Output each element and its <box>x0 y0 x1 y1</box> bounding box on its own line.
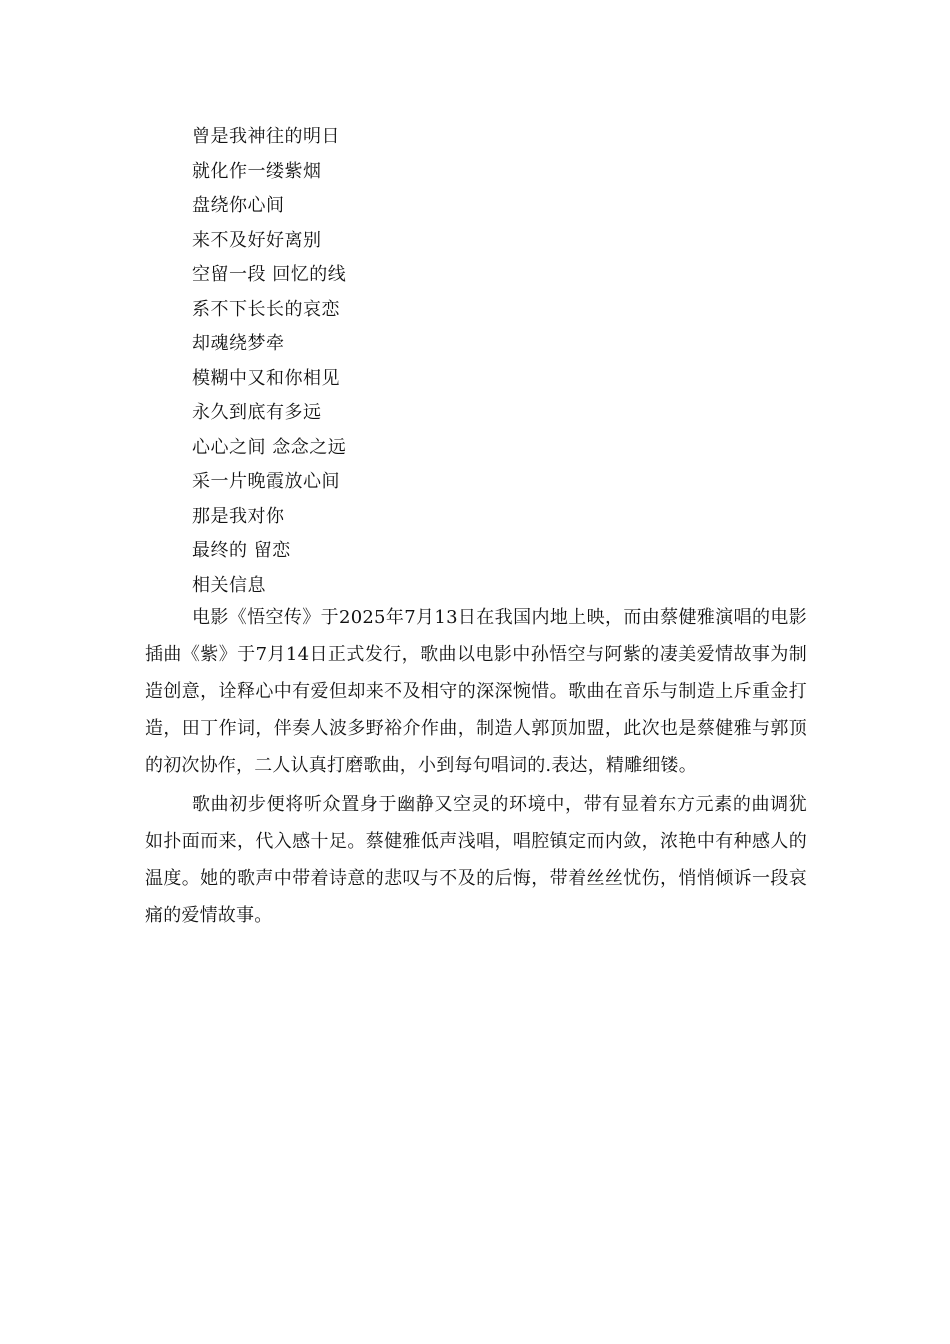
lyric-line: 曾是我神往的明日 <box>192 126 340 147</box>
lyric-line: 来不及好好离别 <box>192 229 322 251</box>
lyric-line: 空留一段 回忆的线 <box>192 264 347 285</box>
lyric-line: 采一片晚霞放心间 <box>192 471 340 492</box>
lyric-line: 模糊中又和你相见 <box>192 367 340 389</box>
body-text <box>145 599 807 934</box>
lyric-line: 系不下长长的哀恋 <box>192 298 340 320</box>
lyric-line: 却魂绕梦牵 <box>192 333 285 354</box>
lyric-line: 心心之间 念念之远 <box>192 436 347 458</box>
lyrics-list <box>192 120 346 603</box>
lyric-line: 最终的 留恋 <box>192 540 291 561</box>
lyric-line: 永久到底有多远 <box>192 402 322 423</box>
paragraph-song-review: 歌曲初步便将听众置身于幽静又空灵的环境中，带有显着东方元素的曲调犹如扑面而来，代入感十足。蔡健雅低声浅唱，唱腔镇定而内敛，浓艳中有种感人的温度。她的歌声中带着诗意的悲叹与不及的后悔，带着丝丝忧伤，悄悄倾诉一段哀痛的爱情故事。 <box>145 794 807 926</box>
lyric-line: 就化作一缕紫烟 <box>192 160 322 182</box>
paragraph-song-release: 电影《悟空传》于2025年7月13日在我国内地上映，而由蔡健雅演唱的电影插曲《紫》于7月14日正式发行，歌曲以电影中孙悟空与阿紫的凄美爱情故事为制造创意，诠释心中有爱但却来不及相守的深深惋惜。歌曲在音乐与制造上斥重金打造，田丁作词，伴奏人波多野裕介作曲，制造人郭顶加盟，此次也是蔡健雅与郭顶的初次协作，二人认真打磨歌曲，小到每句唱词的.表达，精雕细镂。 <box>145 607 807 776</box>
section-heading-related-info: 相关信息 <box>192 574 266 596</box>
lyric-line: 那是我对你 <box>192 505 285 527</box>
lyric-line: 盘绕你心间 <box>192 195 285 216</box>
